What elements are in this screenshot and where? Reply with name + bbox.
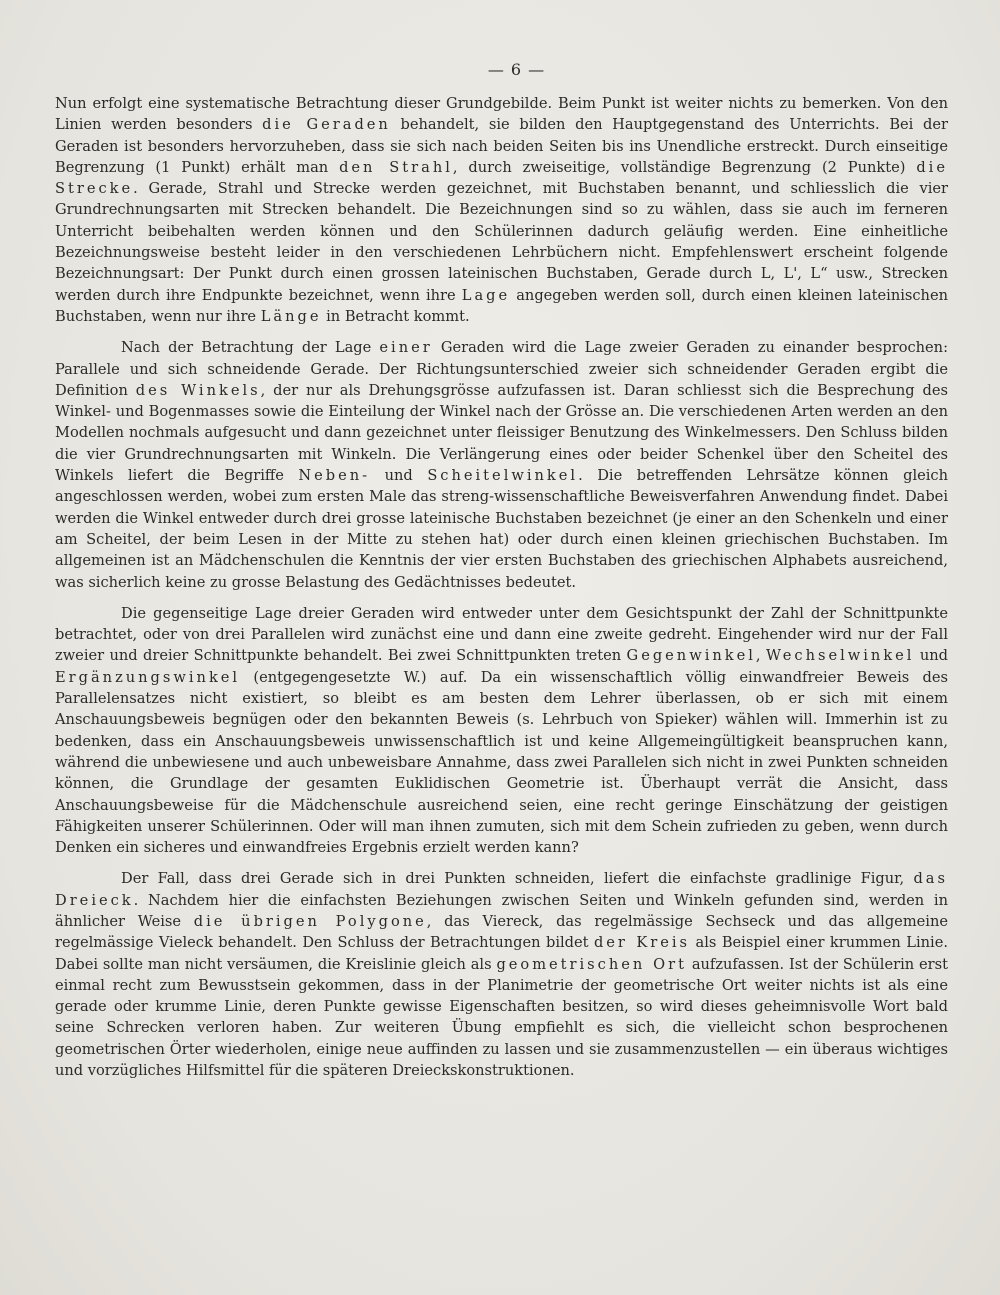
text-run: behandelt, sie bilden den Hauptgegenstand des Unterrichts. Bei der Geraden ist besonders hervorzuheben, dass sie sich nach beiden Seiten bis ins Unendliche erstreckt. Durch einseitige Begrenzung (1 Punkt) erhält man: [55, 116, 948, 176]
emphasized-term: Lage: [461, 286, 511, 304]
text-run: . Die betreffenden Lehrsätze können gleich angeschlossen werden, wobei zum ersten Male das streng-wissenschaftliche Beweisverfahren Anwendung findet. Dabei werden die Winkel entweder durch drei grosse lateinische Buchstaben bezeichnet (je einer an den Schenkeln und einer am Scheitel, der beim Lesen in der Mitte zu stehen hat) oder durch einen kleinen griechischen Buchstaben. Im allgemeinen ist an Mädchenschulen die Kenntnis der vier ersten Buchstaben des griechischen Alphabets ausreichend, was sicherlich keine zu grosse Belastung des Gedächtnisses bedeutet.: [55, 467, 948, 591]
text-run: (entgegengesetzte W.) auf. Da ein wissenschaftlich völlig einwandfreier Beweis des Parallelensatzes nicht existiert, so bleibt es am besten dem Lehrer überlassen, ob er sich mit einem Anschauungsbeweis begnügen oder den bekannten Beweis (s. Lehrbuch von Spieker) wählen will. Immerhin ist zu bedenken, dass ein Anschauungsbeweis unwissenschaftlich ist und keine Allgemeingültigkeit beanspruchen kann, während die unbewiesene und auch unbeweisbare Annahme, dass zwei Parallelen sich nicht in zwei Punkten schneiden können, die Grundlage der gesamten Euklidischen Geometrie ist. Überhaupt verrät die Ansicht, dass Anschauungsbeweise für die Mädchenschule ausreichend seien, eine recht geringe Einschätzung der geistigen Fähigkeiten unserer Schülerinnen. Oder will man ihnen zumuten, sich mit dem Schein zufrieden zu geben, wenn durch Denken ein sicheres und einwandfreies Ergebnis erzielt werden kann?: [55, 668, 948, 857]
emphasized-term: geometrischen Ort: [496, 955, 687, 973]
emphasized-term: Neben-: [298, 467, 371, 485]
emphasized-term: einer: [379, 339, 433, 357]
text-run: und: [370, 467, 428, 485]
text-run: aufzufassen. Ist der Schülerin erst einmal recht zum Bewusstsein gekommen, dass in der Planimetrie der geometrische Ort weiter nichts ist als eine gerade oder krumme Linie, deren Punkte gewisse Eigenschaften besitzen, so wird dieses geheimnisvolle Wort bald seine Schrecken verloren haben. Zur weiteren Übung empfiehlt es sich, die vielleicht schon besprochenen geometrischen Örter wiederholen, einige neue auffinden zu lassen und sie zusammenzustellen — ein überaus wichtiges und vorzügliches Hilfsmittel für die späteren Dreieckskonstruktionen.: [55, 955, 948, 1080]
text-run: Nun erfolgt eine systematische Betrachtung dieser Grundgebilde. Beim Punkt ist weiter nichts zu bemerken. Von den Linien werden besonders: [55, 95, 948, 134]
emphasized-term: Wechselwinkel: [765, 647, 915, 665]
text-run: . Gerade, Strahl und Strecke werden gezeichnet, mit Buchstaben benannt, und schliesslich die vier Grundrechnungsarten mit Strecken behandelt. Die Bezeichnungen sind so zu wählen, dass sie auch im ferneren Unterricht beibehalten werden können und den Schülerinnen dadurch geläufig werden. Eine einheitliche Bezeichnungsweise besteht leider in den verschiedenen Lehrbüchern nicht. Empfehlenswert erscheint folgende Bezeichnungsart: Der Punkt durch einen grossen lateinischen Buchstaben, Gerade durch L, L', L“ usw., Strecken werden durch ihre Endpunkte bezeichnet, wenn ihre: [55, 180, 948, 304]
emphasized-term: den Strahl: [339, 158, 453, 176]
text-run: und: [914, 647, 949, 665]
emphasized-term: Länge: [260, 307, 322, 325]
emphasized-term: Gegenwinkel: [626, 647, 756, 665]
text-run: . Nachdem hier die einfachsten Beziehungen zwischen Seiten und Winkeln gefunden sind, werden in ähnlicher Weise: [55, 891, 948, 930]
text-run: , durch zweiseitige, vollständige Begrenzung (2 Punkte): [452, 158, 917, 176]
text-run: Geraden wird die Lage zweier Geraden zu einander besprochen: Parallele und sich schneidende Gerade. Der Richtungsunterschied zweier sich schneidender Geraden ergibt die Definition: [55, 339, 948, 399]
paragraph-1: [55, 93, 948, 327]
text-run: angegeben werden soll, durch einen kleinen lateinischen Buchstaben, wenn nur ihre: [55, 286, 948, 325]
emphasized-term: der Kreis: [593, 934, 691, 952]
text-run: Der Fall, dass drei Gerade sich in drei Punkten schneiden, liefert die einfachste gradlinige Figur,: [121, 870, 914, 888]
text-run: in Betracht kommt.: [321, 307, 470, 325]
paragraph-2: [55, 337, 948, 593]
text-run: ,: [755, 647, 766, 665]
emphasized-term: Scheitelwinkel: [427, 467, 579, 485]
emphasized-term: das Dreieck: [55, 870, 948, 909]
text-run: , das Viereck, das regelmässige Sechseck und das allgemeine regelmässige Vieleck behandelt. Den Schluss der Betrachtungen bildet: [55, 912, 948, 952]
emphasized-term: die Strecke: [55, 158, 948, 198]
paragraph-4: [55, 868, 948, 1081]
page-number: — 6 —: [487, 60, 546, 79]
text-run: als Beispiel einer krummen Linie. Dabei sollte man nicht versäumen, die Kreislinie gleich als: [55, 934, 948, 973]
emphasized-term: des Winkels: [135, 381, 261, 399]
emphasized-term: die übrigen Polygone: [193, 912, 427, 930]
paragraph-3: [55, 603, 948, 859]
emphasized-term: Ergänzungswinkel: [55, 668, 241, 686]
emphasized-term: die Geraden: [262, 116, 391, 134]
text-run: Nach der Betrachtung der Lage: [121, 339, 380, 357]
text-run: , der nur als Drehungsgrösse aufzufassen ist. Daran schliesst sich die Besprechung des Winkel- und Bogenmasses sowie die Einteilung der Winkel nach der Grösse an. Die verschiedenen Arten werden an den Modellen nochmals aufgesucht und dann gezeichnet unter fleissiger Benutzung des Winkelmessers. Den Schluss bilden die vier Grundrechnungsarten mit Winkeln. Die Verlängerung eines oder beider Schenkel über den Scheitel des Winkels liefert die Begriffe: [55, 381, 948, 485]
text-run: Die gegenseitige Lage dreier Geraden wird entweder unter dem Gesichtspunkt der Zahl der Schnittpunkte betrachtet, oder von drei Parallelen wird zunächst eine und dann eine zweite gedreht. Eingehender wird nur der Fall zweier und dreier Schnittpunkte behandelt. Bei zwei Schnittpunkten treten: [55, 604, 948, 665]
